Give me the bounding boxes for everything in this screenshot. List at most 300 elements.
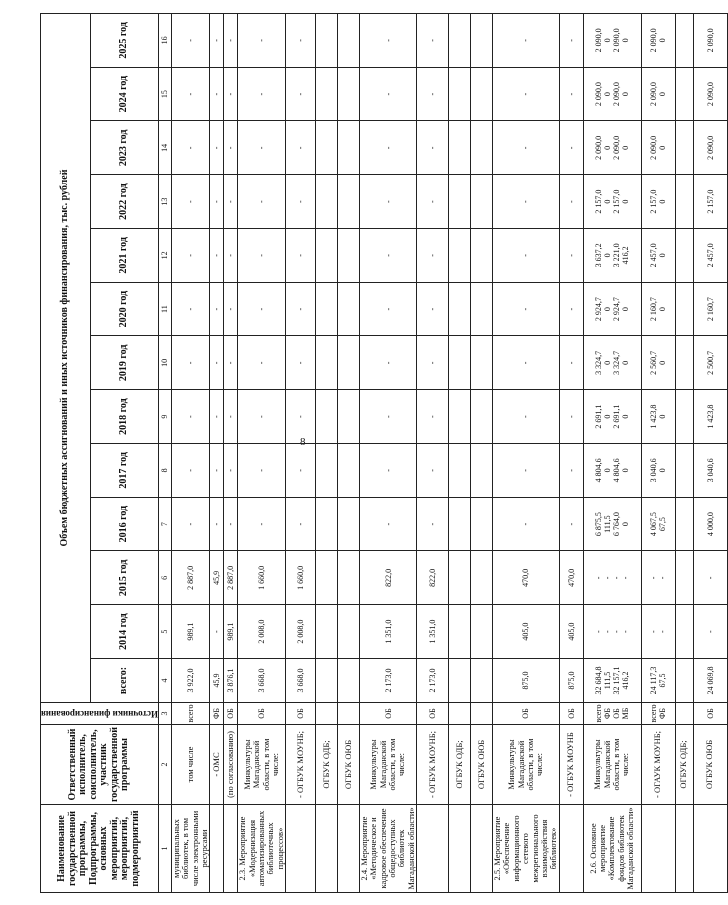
value-cell <box>338 443 360 497</box>
value-cell <box>471 228 493 282</box>
value-cell <box>471 13 493 67</box>
value-cell <box>449 174 471 228</box>
value-line: 2 090,0 <box>648 81 658 106</box>
value-cell: - <box>210 228 224 282</box>
value-cell <box>641 658 675 702</box>
value-cell <box>583 389 641 443</box>
table-row <box>238 13 286 892</box>
year-header: 2022 год <box>90 174 158 228</box>
value-cell <box>316 174 338 228</box>
value-cell: 470,0 <box>493 551 559 605</box>
year-header: 2016 год <box>90 497 158 551</box>
value-line: 24 117,3 <box>648 666 658 694</box>
value-cell: 2 887,0 <box>171 551 209 605</box>
value-cell: 989,1 <box>224 604 238 658</box>
value-line: - <box>621 629 631 633</box>
value-cell: 2 500,7 <box>693 336 727 390</box>
value-cell <box>338 121 360 175</box>
value-line: 2 157,0 <box>593 189 603 214</box>
value-cell: - <box>171 67 209 121</box>
value-cell: - <box>417 497 449 551</box>
value-cell: 3 876,1 <box>224 658 238 702</box>
row-source <box>316 702 338 724</box>
value-cell: - <box>238 282 286 336</box>
value-line: 0 <box>658 414 668 419</box>
value-cell: - <box>493 282 559 336</box>
value-cell <box>338 497 360 551</box>
value-cell: - <box>171 443 209 497</box>
value-cell <box>449 282 471 336</box>
year-header: 2025 год <box>90 13 158 67</box>
value-cell: - <box>559 13 583 67</box>
value-line: 2 924,7 <box>612 296 622 321</box>
value-cell <box>675 13 693 67</box>
value-line: 0 <box>602 145 612 150</box>
value-cell: - <box>493 121 559 175</box>
value-cell <box>641 121 675 175</box>
value-cell: - <box>493 497 559 551</box>
value-cell <box>583 13 641 67</box>
row-executor: ОГБУК ОДБ; <box>449 724 471 804</box>
value-line: 2 090,0 <box>648 27 658 52</box>
value-cell: - <box>417 443 449 497</box>
value-line: - <box>602 576 612 579</box>
row-source <box>675 702 693 724</box>
value-line: 0 <box>658 467 668 472</box>
table-row <box>210 13 224 892</box>
value-cell: - <box>286 389 316 443</box>
value-cell: - <box>171 336 209 390</box>
value-line: - <box>612 576 622 579</box>
year-header: 2020 год <box>90 282 158 336</box>
value-cell <box>641 67 675 121</box>
value-cell: - <box>286 497 316 551</box>
value-cell: - <box>693 604 727 658</box>
value-line: 67,5 <box>658 516 668 531</box>
row-source <box>471 702 493 724</box>
value-cell <box>675 336 693 390</box>
value-cell <box>449 497 471 551</box>
value-cell: - <box>493 67 559 121</box>
value-cell: - <box>559 121 583 175</box>
value-cell: - <box>238 443 286 497</box>
value-cell: - <box>238 121 286 175</box>
value-cell: - <box>224 282 238 336</box>
value-cell: - <box>559 497 583 551</box>
year-header: 2017 год <box>90 443 158 497</box>
value-cell <box>471 551 493 605</box>
year-header: 2015 год <box>90 551 158 605</box>
value-cell <box>449 551 471 605</box>
value-cell: 405,0 <box>493 604 559 658</box>
value-cell <box>316 389 338 443</box>
value-cell: 2 157,0 <box>693 174 727 228</box>
row-name <box>471 804 493 892</box>
value-line: 0 <box>621 199 631 204</box>
value-cell <box>583 497 641 551</box>
row-executor: (по согласованию) <box>224 724 238 804</box>
value-cell: - <box>238 336 286 390</box>
value-cell <box>583 604 641 658</box>
row-source: ОБ <box>360 702 417 724</box>
value-cell: - <box>559 389 583 443</box>
value-line: 0 <box>602 467 612 472</box>
column-number: 16 <box>158 13 171 67</box>
row-name <box>210 804 224 892</box>
column-number: 7 <box>158 497 171 551</box>
table-row <box>286 13 316 892</box>
row-name <box>338 804 360 892</box>
row-name <box>675 804 693 892</box>
row-source: ОБ <box>693 702 727 724</box>
row-name: муниципальных библиотек, в том числе электронными ресурсами <box>171 804 209 892</box>
value-cell <box>471 336 493 390</box>
value-cell <box>316 13 338 67</box>
row-source: ОБ <box>224 702 238 724</box>
row-executor: том числе <box>171 724 209 804</box>
value-line: 2 157,0 <box>612 189 622 214</box>
row-name: 2.5. Мероприятие «Обеспечение информационного сетевого межрегионального взаимодействия библиотек» <box>493 804 559 892</box>
value-cell: - <box>286 174 316 228</box>
value-cell: - <box>286 282 316 336</box>
value-cell: - <box>493 13 559 67</box>
row-executor: ОГБУК ОЮБ <box>471 724 493 804</box>
value-cell <box>675 67 693 121</box>
value-cell: 2 090,0 <box>693 67 727 121</box>
value-cell: 2 457,0 <box>693 228 727 282</box>
value-line: 3 040,6 <box>648 457 658 482</box>
value-line: 67,5 <box>658 673 668 687</box>
value-line: 0 <box>621 37 631 42</box>
value-line: 2 090,0 <box>648 135 658 160</box>
row-source: ОБ <box>238 702 286 724</box>
value-cell: - <box>360 336 417 390</box>
value-cell: 989,1 <box>171 604 209 658</box>
column-number: 10 <box>158 336 171 390</box>
column-number: 12 <box>158 228 171 282</box>
value-cell: 1 351,0 <box>360 604 417 658</box>
value-cell: - <box>360 282 417 336</box>
value-cell <box>449 443 471 497</box>
value-cell <box>675 282 693 336</box>
value-cell: - <box>224 497 238 551</box>
value-cell <box>583 174 641 228</box>
value-cell <box>338 228 360 282</box>
value-cell: - <box>210 497 224 551</box>
year-header: 2014 год <box>90 604 158 658</box>
column-number: 3 <box>158 702 171 724</box>
value-cell: - <box>210 389 224 443</box>
table-row <box>449 13 471 892</box>
value-cell <box>449 13 471 67</box>
row-name <box>316 804 338 892</box>
value-line: 6 875,5 <box>593 511 603 536</box>
source-line: всего <box>648 704 658 723</box>
row-executor: - ОМС <box>210 724 224 804</box>
value-line: 0 <box>602 199 612 204</box>
source-line: ФБ <box>602 707 612 719</box>
value-cell <box>675 443 693 497</box>
value-cell: - <box>417 228 449 282</box>
year-header: 2018 год <box>90 389 158 443</box>
table-row <box>693 13 727 892</box>
value-cell: - <box>171 174 209 228</box>
value-cell: - <box>286 443 316 497</box>
value-cell: - <box>238 174 286 228</box>
value-line: 2 924,7 <box>593 296 603 321</box>
value-cell <box>583 551 641 605</box>
row-name <box>559 804 583 892</box>
value-cell: 3 668,0 <box>238 658 286 702</box>
value-cell: - <box>417 13 449 67</box>
value-cell: 2 173,0 <box>417 658 449 702</box>
value-cell: - <box>417 389 449 443</box>
row-name: 2.6. Основное мероприятие «Комплектование фондов библиотек Магаданской области» <box>583 804 641 892</box>
column-number: 14 <box>158 121 171 175</box>
row-executor: - ОГБУК МОУНБ <box>559 724 583 804</box>
value-line: 3 637,2 <box>593 242 603 267</box>
value-cell: - <box>493 443 559 497</box>
value-cell: - <box>286 228 316 282</box>
table-row <box>583 13 641 892</box>
value-line: - <box>658 576 668 579</box>
value-line: 32 684,8 <box>593 666 603 694</box>
value-cell: - <box>224 443 238 497</box>
value-cell: 2 160,7 <box>693 282 727 336</box>
value-line: 4 067,5 <box>648 511 658 536</box>
value-line: 0 <box>658 91 668 96</box>
row-executor: Минкультуры Магаданской области, в том числе: <box>583 724 641 804</box>
value-cell <box>449 67 471 121</box>
value-cell <box>316 67 338 121</box>
value-cell: - <box>171 13 209 67</box>
year-header: 2023 год <box>90 121 158 175</box>
value-line: 3 324,7 <box>593 350 603 375</box>
row-executor: ОГБУК ОДБ; <box>316 724 338 804</box>
row-executor: Минкультуры Магаданской области, в том числе: <box>360 724 417 804</box>
value-cell: - <box>286 13 316 67</box>
value-cell: - <box>360 174 417 228</box>
value-cell: 822,0 <box>417 551 449 605</box>
value-cell: - <box>238 228 286 282</box>
row-source: ОБ <box>286 702 316 724</box>
value-line: 2 090,0 <box>612 81 622 106</box>
row-source: ОБ <box>493 702 559 724</box>
value-cell: 2 008,0 <box>238 604 286 658</box>
value-cell: - <box>171 282 209 336</box>
value-cell <box>449 336 471 390</box>
value-cell: - <box>360 228 417 282</box>
table-row <box>471 13 493 892</box>
value-cell: - <box>360 121 417 175</box>
value-cell: - <box>559 228 583 282</box>
value-line: 111,5 <box>602 671 612 689</box>
value-cell: - <box>224 174 238 228</box>
value-line: 0 <box>658 306 668 311</box>
value-line: 0 <box>621 91 631 96</box>
value-cell <box>471 604 493 658</box>
row-source: всего <box>171 702 209 724</box>
value-cell: 24 069,8 <box>693 658 727 702</box>
value-cell <box>471 389 493 443</box>
value-cell: - <box>693 551 727 605</box>
value-line: 2 090,0 <box>612 135 622 160</box>
value-cell: - <box>224 67 238 121</box>
value-cell <box>675 604 693 658</box>
value-cell <box>583 443 641 497</box>
value-line: 3 221,0 <box>612 242 622 267</box>
column-number: 5 <box>158 604 171 658</box>
value-cell <box>675 389 693 443</box>
value-cell: 875,0 <box>493 658 559 702</box>
value-cell: - <box>210 121 224 175</box>
value-cell: - <box>417 121 449 175</box>
value-line: 0 <box>621 145 631 150</box>
value-cell <box>471 174 493 228</box>
row-executor: - ОГБУК МОУНБ; <box>286 724 316 804</box>
value-cell: - <box>210 443 224 497</box>
value-cell <box>583 121 641 175</box>
value-line: 0 <box>658 199 668 204</box>
col-executor-header: Ответственный исполнитель, соисполнитель, участник государственной программы <box>41 724 159 804</box>
value-cell: - <box>493 228 559 282</box>
row-executor: - ОГБУК МОУНБ; <box>417 724 449 804</box>
value-cell: 2 008,0 <box>286 604 316 658</box>
value-line: 416,2 <box>621 671 631 689</box>
value-cell: 2 173,0 <box>360 658 417 702</box>
value-line: - <box>621 576 631 579</box>
value-cell: - <box>417 282 449 336</box>
table-row <box>316 13 338 892</box>
value-cell <box>583 67 641 121</box>
value-line: - <box>648 576 658 579</box>
value-cell: - <box>493 389 559 443</box>
value-cell <box>338 174 360 228</box>
row-source: ФБ <box>210 702 224 724</box>
value-cell: - <box>286 121 316 175</box>
value-cell: 822,0 <box>360 551 417 605</box>
row-executor: Минкультуры Магаданской области, в том числе: <box>493 724 559 804</box>
value-line: 0 <box>658 252 668 257</box>
value-line: 0 <box>621 360 631 365</box>
value-cell <box>316 121 338 175</box>
value-cell <box>675 228 693 282</box>
row-name <box>224 804 238 892</box>
value-line: 2 560,7 <box>648 350 658 375</box>
value-cell <box>338 67 360 121</box>
value-cell: - <box>238 497 286 551</box>
col-total-header: всего: <box>90 658 158 702</box>
value-cell <box>338 336 360 390</box>
row-source: ОБ <box>559 702 583 724</box>
row-name: 2.3. Мероприятие «Модернизация автоматизированных библиотечных процессов» <box>238 804 286 892</box>
row-source <box>338 702 360 724</box>
value-cell <box>338 282 360 336</box>
table-row <box>493 13 559 892</box>
value-cell <box>675 658 693 702</box>
value-line: 0 <box>602 91 612 96</box>
value-cell: - <box>210 336 224 390</box>
table-row <box>675 13 693 892</box>
column-number: 1 <box>158 804 171 892</box>
value-cell <box>316 658 338 702</box>
value-line: 0 <box>658 145 668 150</box>
value-cell <box>338 658 360 702</box>
value-line: 0 <box>621 414 631 419</box>
value-cell: - <box>360 13 417 67</box>
value-cell: 405,0 <box>559 604 583 658</box>
value-cell: - <box>286 336 316 390</box>
value-cell: - <box>559 174 583 228</box>
value-cell: - <box>210 282 224 336</box>
value-line: 0 <box>621 306 631 311</box>
value-cell: - <box>224 121 238 175</box>
value-cell: - <box>360 67 417 121</box>
value-cell: - <box>210 174 224 228</box>
value-cell <box>338 389 360 443</box>
value-line: 2 691,1 <box>593 404 603 429</box>
value-cell: - <box>417 336 449 390</box>
financing-table <box>40 13 728 893</box>
source-line: МБ <box>621 707 631 719</box>
column-number: 2 <box>158 724 171 804</box>
column-number: 4 <box>158 658 171 702</box>
value-line: 1 423,8 <box>648 404 658 429</box>
value-line: 2 090,0 <box>612 27 622 52</box>
value-cell <box>675 174 693 228</box>
value-cell: - <box>171 228 209 282</box>
value-cell: - <box>171 121 209 175</box>
value-cell: - <box>559 282 583 336</box>
column-number: 8 <box>158 443 171 497</box>
table-row <box>559 13 583 892</box>
table-row <box>171 13 209 892</box>
value-line: 111,5 <box>602 514 612 533</box>
column-number: 6 <box>158 551 171 605</box>
value-cell: - <box>360 497 417 551</box>
value-cell <box>641 389 675 443</box>
value-cell <box>641 282 675 336</box>
value-cell: - <box>493 336 559 390</box>
page-number: 8 <box>300 436 306 448</box>
value-cell: 3 668,0 <box>286 658 316 702</box>
row-name <box>417 804 449 892</box>
value-cell <box>449 658 471 702</box>
row-executor: ОГБУК ОЮБ <box>693 724 727 804</box>
value-line: 4 804,6 <box>593 457 603 482</box>
value-line: 2 160,7 <box>648 296 658 321</box>
value-line: 0 <box>602 414 612 419</box>
value-cell <box>316 228 338 282</box>
value-line: - <box>602 629 612 633</box>
value-line: - <box>593 576 603 579</box>
value-line: - <box>612 629 622 633</box>
value-cell <box>316 497 338 551</box>
value-cell: - <box>286 67 316 121</box>
value-line: 0 <box>602 252 612 257</box>
row-source <box>583 702 641 724</box>
value-cell <box>471 658 493 702</box>
value-cell: - <box>559 443 583 497</box>
row-name: 2.4. Мероприятие «Методическое и кадровое обеспечение общедоступных библиотек Магаданской области» <box>360 804 417 892</box>
value-cell: - <box>417 67 449 121</box>
value-cell: 1 423,8 <box>693 389 727 443</box>
value-line: 2 090,0 <box>593 81 603 106</box>
value-line: - <box>593 629 603 633</box>
value-cell: 2 090,0 <box>693 121 727 175</box>
value-line: 32 157,1 <box>612 666 622 694</box>
value-cell: 4 000,0 <box>693 497 727 551</box>
